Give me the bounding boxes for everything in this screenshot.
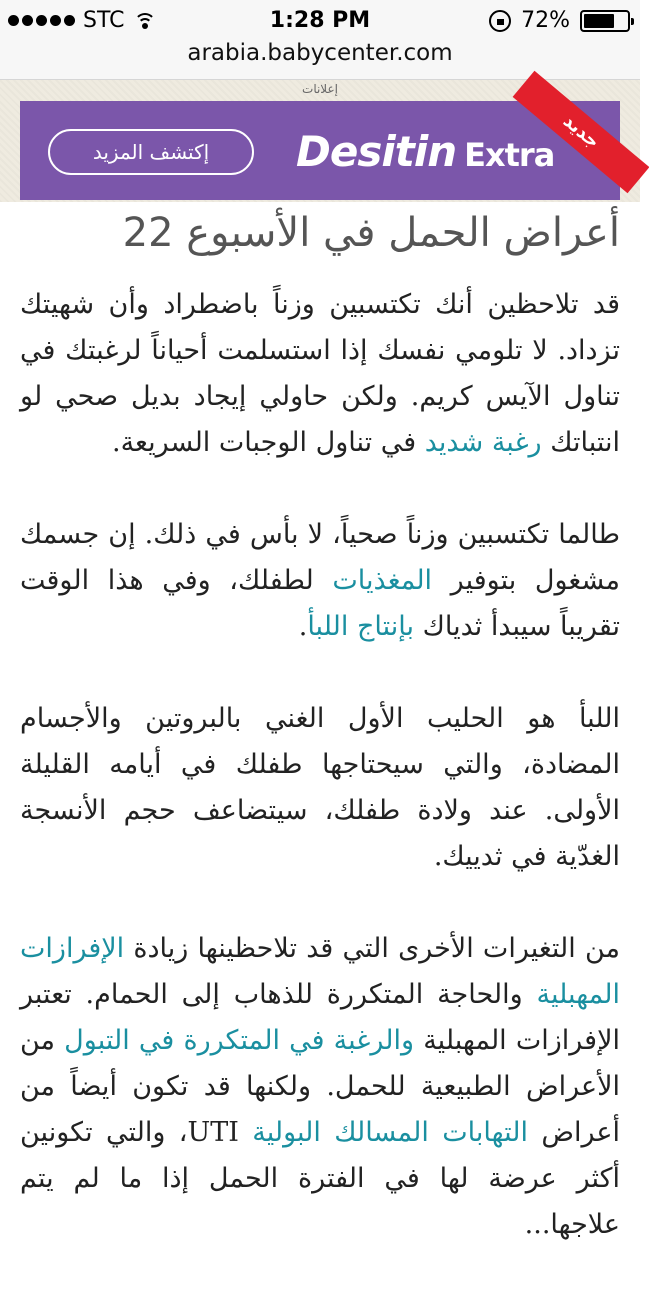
text: في تناول الوجبات السريعة. (111, 427, 425, 458)
link-nutrients[interactable]: المغذيات (332, 565, 433, 596)
rotation-lock-icon (489, 10, 511, 32)
paragraph-1 (20, 282, 620, 466)
link-frequent-urination[interactable]: والرغبة في المتكررة في التبول (64, 1025, 415, 1056)
battery-icon (580, 10, 630, 32)
article-body (20, 282, 620, 1294)
link-uti[interactable]: التهابات المسالك البولية (252, 1117, 528, 1148)
new-badge: جديد (513, 71, 649, 193)
page-title: أعراض الحمل في الأسبوع 22 (122, 210, 620, 256)
battery-level (584, 14, 614, 28)
text: قد تلاحظين أنك تكتسبين وزناً باضطراد وأن شهيتك تزداد. لا تلومي نفسك إذا استسلمت أحياناً لرغبتك في تناول الآيس كريم. ولكن حاولي إيجاد بديل صحي لو انتباتك (20, 289, 620, 458)
ad-learn-more-button[interactable]: إكتشف المزيد (48, 129, 254, 175)
link-colostrum[interactable]: بإنتاج اللبأ (307, 611, 415, 642)
battery-percent: 72% (521, 8, 570, 33)
ad-label: إعلانات (302, 82, 338, 96)
text: من التغيرات الأخرى التي قد تلاحظينها زيادة (124, 933, 620, 964)
status-right (489, 8, 630, 33)
text: طالما تكتسبين وزناً صحياً، لا بأس في ذلك. إن جسمك مشغول بتوفير (20, 519, 620, 596)
text: UTI، والتي تكونين أكثر عرضة لها في الفترة الحمل إذا ما لم يتم علاجها... (20, 1117, 620, 1240)
paragraph-3 (20, 696, 620, 880)
text: والحاجة المتكررة للذهاب إلى الحمام. تعتبر الإفرازات المهبلية (20, 979, 620, 1056)
ad-brand-logo (296, 127, 554, 176)
status-bar (0, 6, 640, 36)
ad-brand-name: Desitin (296, 127, 457, 176)
browser-chrome (0, 0, 640, 80)
text: من الأعراض الطبيعية للحمل. ولكنها قد تكون أيضاً من أعراض (20, 1025, 620, 1148)
text: اللبأ هو الحليب الأول الغني بالبروتين والأجسام المضادة، والتي سيحتاجها طفلك في أيامه القليلة الأولى. عند ولادة طفلك، سيتضاعف حجم الأنسجة الغدّية في ثدييك. (20, 703, 620, 872)
paragraph-4 (20, 926, 620, 1248)
text: لطفلك، وفي هذا الوقت تقريباً سيبدأ ثدياك (20, 565, 620, 642)
link-craving[interactable]: رغبة شديد (424, 427, 542, 458)
clock: 1:28 PM (269, 8, 371, 33)
ad-banner[interactable] (20, 101, 620, 200)
carrier-label: STC (83, 8, 125, 33)
ad-brand-sub: Extra (464, 136, 555, 174)
link-vaginal-discharge[interactable]: الإفرازات المهبلية (20, 933, 620, 1010)
paragraph-2 (20, 512, 620, 650)
address-bar[interactable]: arabia.babycenter.com (187, 40, 453, 66)
text: . (298, 611, 308, 642)
